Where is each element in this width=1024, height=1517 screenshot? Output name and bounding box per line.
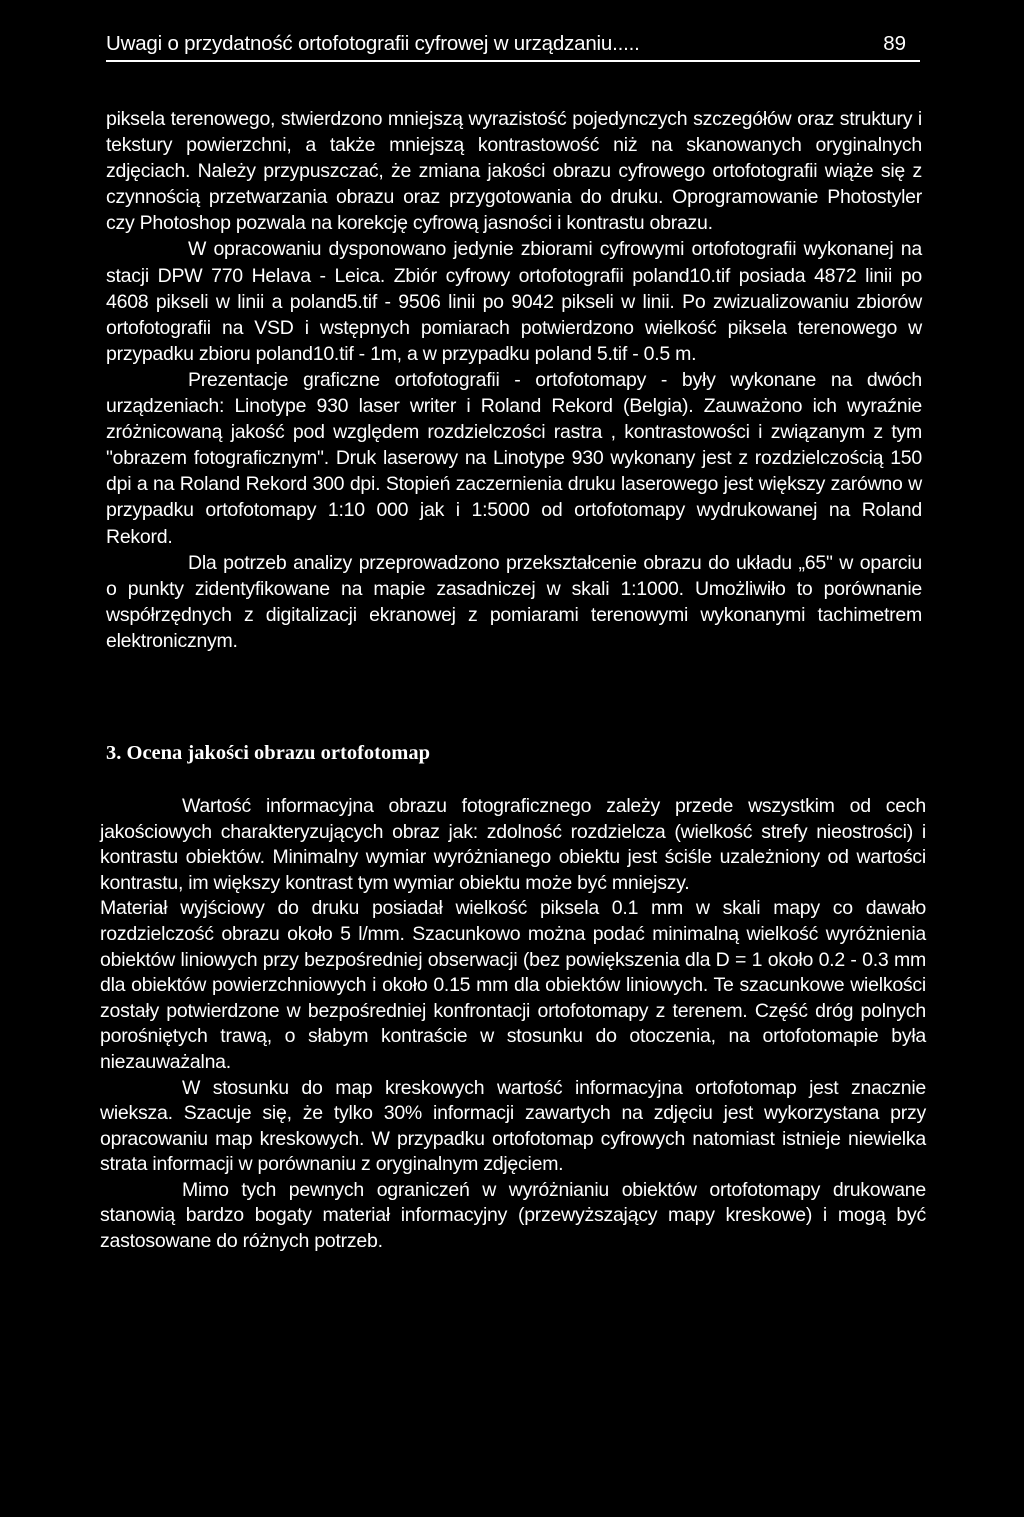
body-text — [106, 106, 922, 654]
running-header — [106, 30, 920, 62]
section-heading: 3. Ocena jakości obrazu ortofotomap — [106, 741, 430, 764]
paragraph: W opracowaniu dysponowano jedynie zbiorami cyfrowymi ortofotografii wykonanej na stacji DPW 770 Helava - Leica. Zbiór cyfrowy ortofotografii poland10.tif posiada 4872 linii po 4608 pikseli w linii a poland5.tif - 9506 linii po 9042 pikseli w linii. Po zwizualizowaniu zbiorów ortofotografii na VSD i wstępnych pomiarach potwierdzono wielkość piksela terenowego w przypadku zbioru poland10.tif - 1m, a w przypadku poland 5.tif - 0.5 m. — [106, 238, 922, 365]
paragraph: Materiał wyjściowy do druku posiadał wielkość piksela 0.1 mm w skali mapy co dawało rozdzielczość obrazu około 5 l/mm. Szacunkowo można podać minimalną wielkość wyróżnienia obiektów liniowych przy bezpośredniej obserwacji (bez powiększenia dla D = 1 około 0.2 - 0.3 mm dla obiektów powierzchniowych i około 0.15 mm dla obiektów liniowych. Te szacunkowe wielkości zostały potwierdzone w bezpośredniej konfrontacji ortofotomapy z terenem. Część dróg polnych porośniętych trawą, o słabym kontraście w stosunku do otoczenia, na ortofotomapie była niezauważalna. — [100, 897, 926, 1073]
paragraph: Prezentacje graficzne ortofotografii - ortofotomapy - były wykonane na dwóch urządzeniach: Linotype 930 laser writer i Roland Rekord (Belgia). Zauważono ich wyraźnie zróżnicowaną jakość pod względem rozdzielczości rastra , kontrastowości i związanym z tym "obrazem fotograficznym". Druk laserowy na Linotype 930 wykonany jest z rozdzielczością 150 dpi a na Roland Rekord 300 dpi. Stopień zaczernienia druku laserowego jest większy zarówno w przypadku ortofotomapy 1:10 000 jak i 1:5000 od ortofotomapy wydrukowanej na Roland Rekord. — [106, 368, 922, 548]
page-number: 89 — [883, 32, 906, 55]
paragraph: Wartość informacyjna obrazu fotograficznego zależy przede wszystkim od cech jakościowych charakteryzujących obraz jak: zdolność rozdzielcza (wielkość strefy nieostrości) i kontrastu obiektów. Minimalny wymiar wyróżnianego obiektu jest ściśle uzależniony od wartości kontrastu, im większy kontrast tym wymiar obiektu może być mniejszy. — [100, 794, 926, 894]
paragraph: Dla potrzeb analizy przeprowadzono przekształcenie obrazu do układu „65" w oparciu o punkty zidentyfikowane na mapie zasadniczej w skali 1:1000. Umożliwiło to porównanie współrzędnych z digitalizacji ekranowej z pomiarami terenowymi wykonanymi tachimetrem elektronicznym. — [106, 551, 922, 652]
paragraph: W stosunku do map kreskowych wartość informacyjna ortofotomap jest znacznie wieksza. Szacuje się, że tylko 30% informacji zawartych na zdjęciu jest wykorzystana przy opracowaniu map kreskowych. W przypadku ortofotomap cyfrowych natomiast istnieje niewielka strata informacji w porównaniu z oryginalnym zdjęciem. — [100, 1076, 926, 1176]
running-header-title: Uwagi o przydatność ortofotografii cyfrowej w urządzaniu..... — [106, 32, 640, 55]
paragraph: piksela terenowego, stwierdzono mniejszą wyrazistość pojedynczych szczegółów oraz struktury i tekstury powierzchni, a także mniejszą kontrastowość niż na skanowanych oryginalnych zdjęciach. Należy przypuszczać, że zmiana jakości obrazu cyfrowego ortofotografii wiąże się z czynnością przetwarzania obrazu oraz przygotowania do druku. Oprogramowanie Photostyler czy Photoshop pozwala na korekcję cyfrową jasności i kontrastu obrazu. — [106, 108, 922, 235]
paragraph: Mimo tych pewnych ograniczeń w wyróżnianiu obiektów ortofotomapy drukowane stanowią bardzo bogaty materiał informacyjny (przewyższający mapy kreskowe) i mogą być zastosowane do różnych potrzeb. — [100, 1178, 926, 1253]
section-text — [100, 794, 926, 1255]
